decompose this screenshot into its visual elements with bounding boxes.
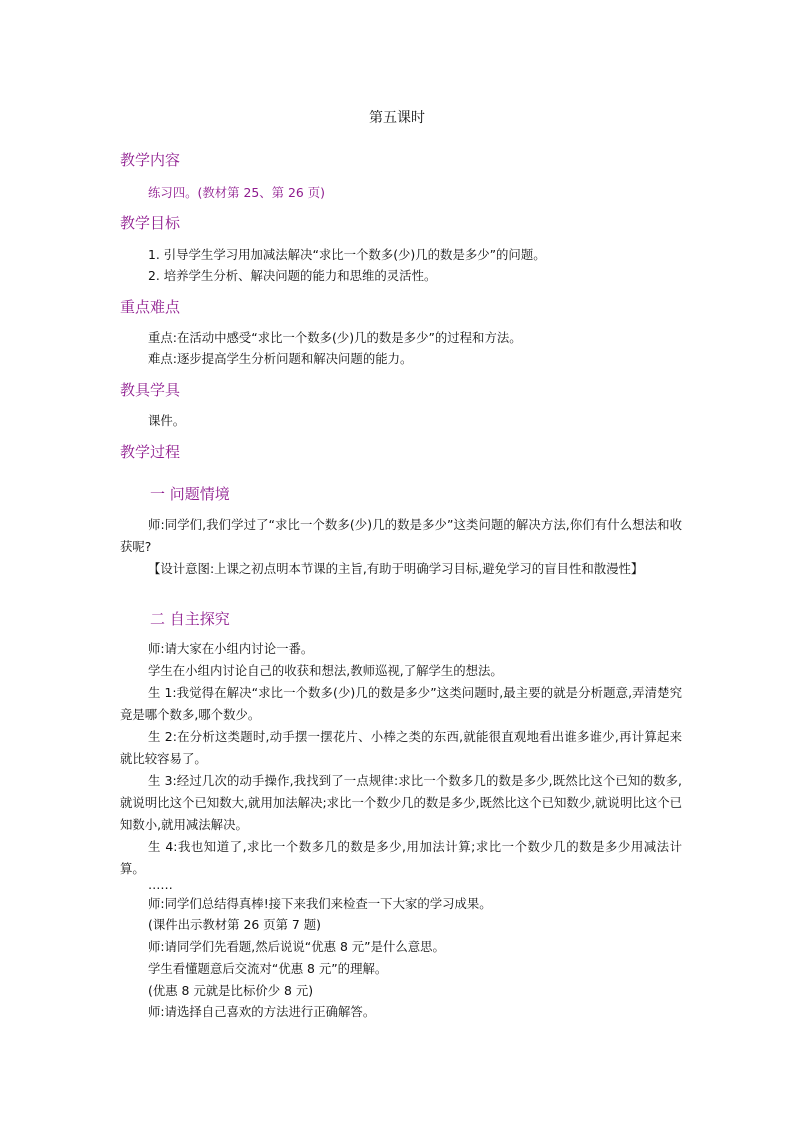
student-3-answer: 生 3:经过几次的动手操作,我找到了一点规律:求比一个数多几的数是多少,既然比这个已知的数多,就说明比这个已知数大,就用加法解决;求比一个数少几的数是多少,既然比这个已知数少,就说明比这个已知数小,就用减法解决。	[120, 773, 682, 832]
heading-key-points: 重点难点	[120, 298, 181, 316]
teacher-question-discount: 师:请同学们先看题,然后说说“优惠 8 元”是什么意思。	[148, 939, 445, 954]
key-point-1: 重点:在活动中感受“求比一个数多(少)几的数是多少”的过程和方法。	[148, 330, 522, 345]
courseware-note: (课件出示教材第 26 页第 7 题)	[148, 917, 321, 932]
student-1-answer: 生 1:我觉得在解决“求比一个数多(少)几的数是多少”这类问题时,最主要的就是分析题意,弄清楚究竟是哪个数多,哪个数少。	[120, 685, 682, 722]
part-1-heading: 一 问题情境	[150, 485, 230, 503]
content-line: 练习四。(教材第 25、第 26 页)	[148, 185, 325, 200]
teacher-solve-instruction: 师:请选择自己喜欢的方法进行正确解答。	[148, 1004, 376, 1019]
student-exchange-line: 学生看懂题意后交流对“优惠 8 元”的理解。	[148, 961, 388, 976]
part-1-teacher-question: 师:同学们,我们学过了“求比一个数多(少)几的数是多少”这类问题的解决方法,你们有什么想法和收获呢?	[120, 517, 682, 554]
heading-teaching-tools: 教具学具	[120, 381, 181, 399]
ellipsis-line: ……	[148, 877, 173, 892]
teacher-praise-line: 师:同学们总结得真棒!接下来我们来检查一下大家的学习成果。	[148, 896, 492, 911]
goal-item-2: 2. 培养学生分析、解决问题的能力和思维的灵活性。	[148, 268, 437, 283]
key-point-2: 难点:逐步提高学生分析问题和解决问题的能力。	[148, 351, 413, 366]
student-discussion-line: 学生在小组内讨论自己的收获和想法,教师巡视,了解学生的想法。	[148, 663, 503, 678]
heading-teaching-process: 教学过程	[120, 443, 181, 461]
design-intent-note: 【设计意图:上课之初点明本节课的主旨,有助于明确学习目标,避免学习的盲目性和散漫性】	[148, 561, 644, 576]
heading-teaching-goals: 教学目标	[120, 214, 181, 232]
student-4-answer: 生 4:我也知道了,求比一个数多几的数是多少,用加法计算;求比一个数少几的数是多少用减法计算。	[120, 839, 682, 876]
heading-teaching-content: 教学内容	[120, 151, 181, 169]
part-2-heading: 二 自主探究	[150, 610, 230, 628]
student-2-answer: 生 2:在分析这类题时,动手摆一摆花片、小棒之类的东西,就能很直观地看出谁多谁少,再计算起来就比较容易了。	[120, 729, 682, 766]
teacher-line-discuss: 师:请大家在小组内讨论一番。	[148, 641, 314, 656]
tools-line: 课件。	[148, 413, 186, 428]
discount-explanation: (优惠 8 元就是比标价少 8 元)	[148, 983, 314, 998]
goal-item-1: 1. 引导学生学习用加减法解决“求比一个数多(少)几的数是多少”的问题。	[148, 247, 546, 262]
lesson-title: 第五课时	[369, 110, 425, 126]
